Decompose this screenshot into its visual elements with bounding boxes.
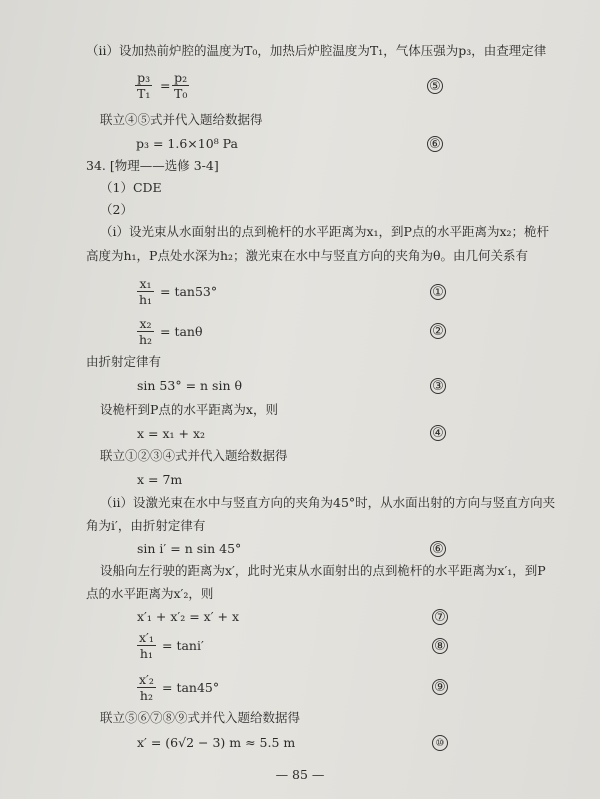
text-line-i-1: （i）设光束从水面射出的点到桅杆的水平距离为x₁，到P点的水平距离为x₂；桅杆 (100, 224, 550, 239)
equation-number-8: ⑧ (432, 638, 448, 654)
equation-snell-1: sin 53° = n sin θ (137, 378, 242, 393)
fraction-denominator: T₀ (174, 86, 188, 101)
equation-number-6b: ⑥ (430, 541, 446, 557)
fraction-numerator: x₂ (137, 316, 154, 332)
equation-number-10: ⑩ (432, 735, 448, 751)
text-line-ii2-1: （ii）设激光束在水中与竖直方向的夹角为45°时，从水面出射的方向与竖直方向夹 (100, 495, 556, 510)
equation-number-1: ① (430, 284, 446, 300)
text-line-boat-2: 点的水平距离为x′₂，则 (86, 586, 214, 601)
text-line-refraction-law: 由折射定律有 (86, 354, 162, 369)
text-line-mast-distance: 设桅杆到P点的水平距离为x，则 (100, 402, 278, 417)
equals-sign: = (160, 78, 171, 93)
fraction-x2-over-h2 (137, 316, 154, 347)
equation-p3-result: p₃ = 1.6×10⁸ Pa (136, 136, 238, 151)
equation-number-2: ② (430, 323, 446, 339)
fraction-denominator: h₂ (139, 332, 153, 347)
equation-x-result: x = 7m (137, 472, 183, 487)
equation-snell-2: sin i′ = n sin 45° (137, 541, 242, 556)
equation-x-sum: x = x₁ + x₂ (137, 426, 206, 441)
fraction-denominator: T₁ (137, 86, 151, 101)
equation-number-6: ⑥ (427, 136, 443, 152)
fraction-denominator: h₁ (139, 292, 153, 307)
fraction-p3-over-t1 (135, 70, 152, 101)
text-line-boat-1: 设船向左行驶的距离为x′，此时光束从水面射出的点到桅杆的水平距离为x′₁，到P (100, 563, 546, 578)
equation-tan53: = tan53° (160, 284, 218, 299)
text-line-i-2: 高度为h₁，P点处水深为h₂；激光束在水中与竖直方向的夹角为θ。由几何关系有 (86, 248, 529, 263)
fraction-denominator: h₁ (139, 646, 153, 661)
fraction-x2p-over-h2 (137, 672, 156, 703)
equation-number-5: ⑤ (427, 78, 443, 94)
fraction-x1-over-h1 (137, 276, 154, 307)
text-line-ii2-2: 角为i′，由折射定律有 (86, 518, 206, 533)
fraction-numerator: x′₁ (139, 630, 154, 645)
text-line-combine-1234: 联立①②③④式并代入题给数据得 (100, 448, 288, 463)
equation-x-prime-sum: x′₁ + x′₂ = x′ + x (137, 609, 239, 624)
fraction-numerator: x′₂ (139, 672, 154, 687)
text-line-combine-56789: 联立⑤⑥⑦⑧⑨式并代入题给数据得 (100, 710, 301, 725)
fraction-p2-over-t0 (172, 70, 189, 101)
fraction-numerator: p₃ (135, 70, 152, 86)
page-number: — 85 — (275, 767, 325, 782)
text-line-combine-45: 联立④⑤式并代入题给数据得 (100, 112, 263, 127)
equation-number-3: ③ (430, 378, 446, 394)
equation-number-7: ⑦ (432, 609, 448, 625)
equation-tan45: = tan45° (162, 680, 220, 695)
equation-tan-i-prime: = tani′ (162, 638, 204, 653)
fraction-x1p-over-h1 (137, 630, 156, 661)
fraction-denominator: h₂ (139, 688, 153, 703)
fraction-numerator: p₂ (172, 70, 189, 86)
equation-number-9: ⑨ (432, 679, 448, 695)
equation-number-4: ④ (430, 425, 446, 441)
fraction-numerator: x₁ (137, 276, 154, 292)
section-heading-34: 34. [物理——选修 3-4] (86, 158, 219, 173)
equation-final-result: x′ = (6√2 − 3) m ≈ 5.5 m (137, 735, 296, 750)
text-line-part1: （1）CDE (100, 180, 162, 195)
text-line-part2: （2） (100, 202, 133, 217)
equation-tantheta: = tanθ (160, 324, 203, 339)
text-line-ii-intro: （ii）设加热前炉腔的温度为T₀，加热后炉腔温度为T₁，气体压强为p₃，由查理定律 (86, 43, 547, 58)
